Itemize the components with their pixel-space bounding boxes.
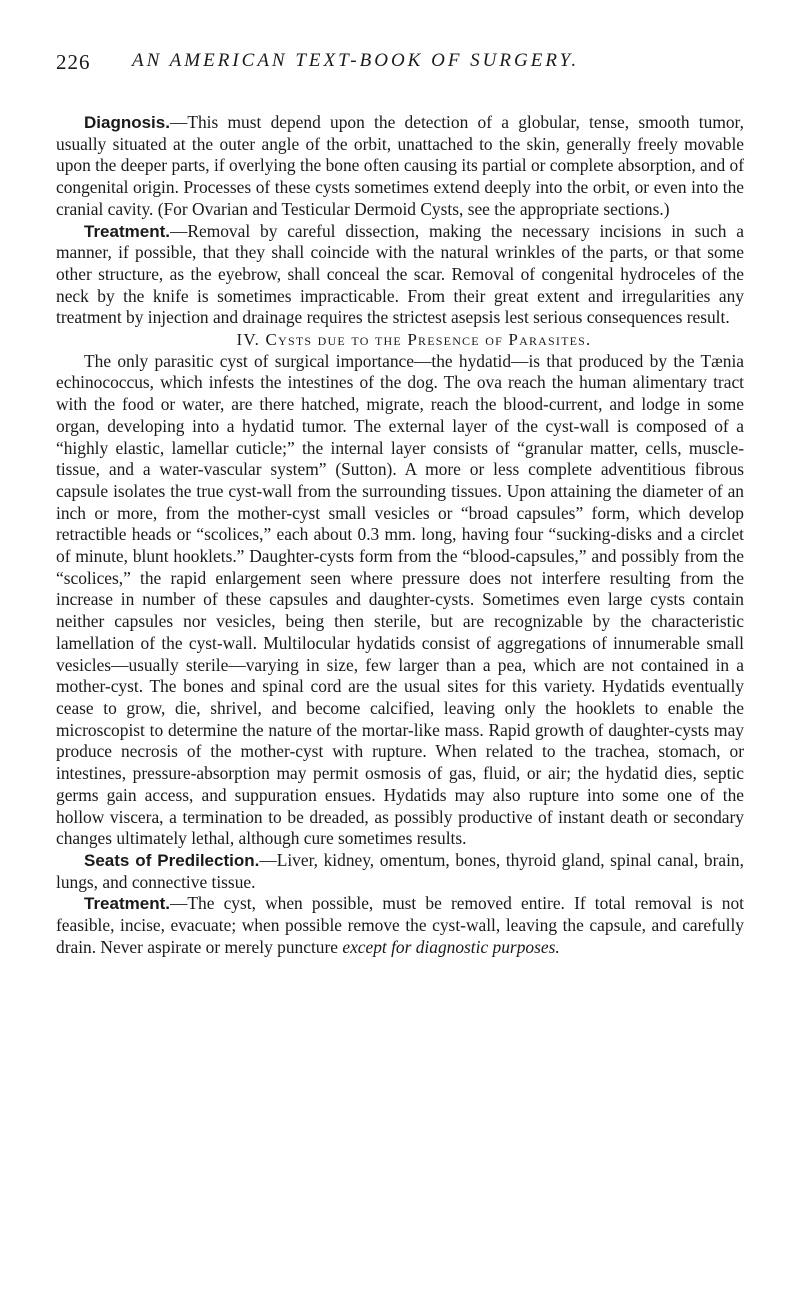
page-number: 226: [56, 50, 91, 74]
seats-text: —Liver, kidney, omentum, bones, thyroid gland, spinal canal, brain, lungs, and connective tissue.: [56, 849, 744, 892]
body-text: [56, 112, 744, 958]
section-heading: IV. Cysts due to the Presence of Parasites.: [236, 330, 592, 350]
treatment-heading-2: Treatment.: [84, 894, 170, 914]
treatment-text-1: —Removal by careful dissection, making the necessary incisions in such a manner, if possible, that they shall coincide with the natural wrinkles of the parts, or that some other structure, as the eyebrow, shall conceal the scar. Removal of congenital hydroceles of the neck by the knife is sometimes impracticable. From their great extent and irregularities any treatment by injection and drainage requires the strictest asepsis lest serious consequences result.: [56, 220, 744, 328]
running-head: [56, 50, 744, 84]
seats-paragraph: [56, 850, 744, 893]
running-title: AN AMERICAN TEXT-BOOK OF SURGERY.: [132, 50, 580, 71]
treatment-paragraph-1: [56, 221, 744, 330]
parasites-paragraph: The only parasitic cyst of surgical importance—the hydatid—is that produced by the Tænia echinococcus, which infests the intestines of the dog. The ova reach the human alimentary tract with the food or water, are there hatched, migrate, reach the blood-current, and lodge in some organ, developing into a hydatid tumor. The external layer of the cyst-wall is composed of a “highly elastic, lamellar cuticle;” the internal layer consists of “granular matter, cells, muscle-tissue, and a water-vascular system” (Sutton). A more or less complete adventitious fibrous capsule isolates the true cyst-wall from the surrounding tissues. Upon attaining the diameter of an inch or more, from the mother-cyst small vesicles or “broad capsules” form, which develop retractible heads or “scolices,” each about 0.3 mm. long, having four “sucking-disks and a circlet of minute, blunt hooklets.” Daughter-cysts form from the “blood-capsules,” and possibly from the “scolices,” the rapid enlargement seen where pressure does not interfere resulting from the increase in number of these capsules and daughter-cysts. Sometimes even large cysts contain neither capsules nor vesicles, being then sterile, but are recognizable by the characteristic lamellation of the cyst-wall. Multilocular hydatids consist of aggregations of innumerable small vesicles—usually sterile—varying in size, few larger than a pea, which are not contained in a mother-cyst. The bones and spinal cord are the usual sites for this variety. Hydatids eventually cease to grow, die, shrivel, and become calcified, leaving only the hooklets to enable the microscopist to determine the nature of the mortar-like mass. Rapid growth of daughter-cysts may produce necrosis of the mother-cyst with rupture. When related to the trachea, stomach, or intestines, pressure-absorption may permit osmosis of gas, fluid, or air; the hydatid dies, septic germs gain access, and suppuration ensues. Hydatids may also rupture into some one of the hollow viscera, a termination to be dreaded, as possibly productive of instant death or secondary changes ultimately lethal, although cure sometimes results.: [56, 350, 744, 849]
seats-heading: Seats of Predilection.: [84, 850, 260, 870]
treatment-text-2: —The cyst, when possible, must be removed entire. If total removal is not feasible, incise, evacuate; when possible remove the cyst-wall, leaving the capsule, and carefully drain. Never aspirate or merely puncture: [56, 893, 744, 957]
diagnosis-heading: Diagnosis.: [84, 113, 170, 132]
treatment-heading-1: Treatment.: [84, 221, 170, 241]
treatment-paragraph-2: [56, 893, 744, 958]
diagnosis-paragraph: [56, 112, 744, 221]
treatment-italic-tail: except for diagnostic purposes.: [342, 936, 560, 957]
diagnosis-text: —This must depend upon the detection of a globular, tense, smooth tumor, usually situated at the outer angle of the orbit, unattached to the skin, generally freely movable upon the deeper parts, if overlying the bone often causing its partial or complete absorption, and of congenital origin. Processes of these cysts sometimes extend deeply into the orbit, or even into the cranial cavity. (For Ovarian and Testicular Dermoid Cysts, see the appropriate sections.): [56, 112, 744, 219]
